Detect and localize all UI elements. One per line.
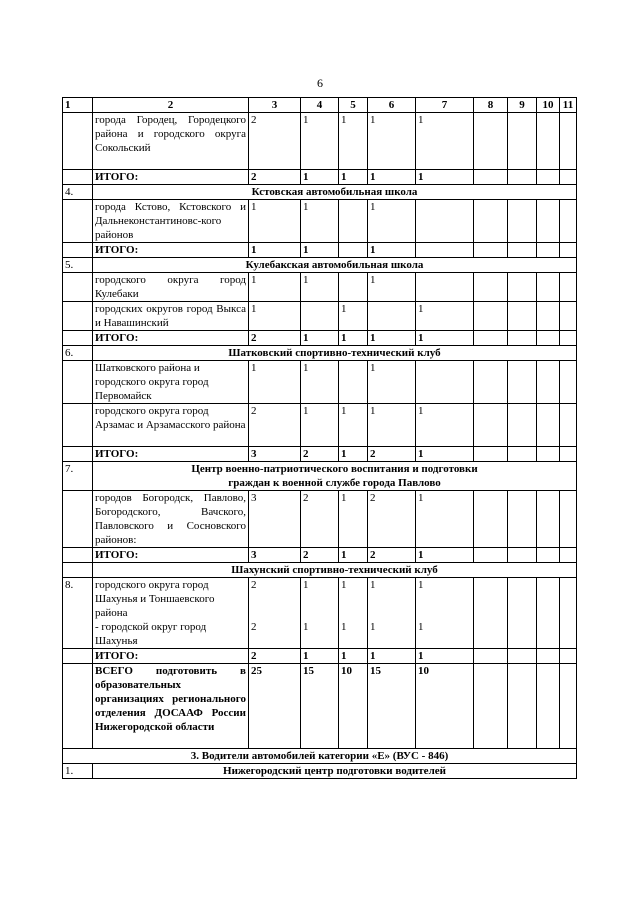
section-title: Шатковский спортивно-технический клуб	[93, 346, 577, 361]
col-header: 1	[63, 98, 93, 113]
cell-col6: 2	[368, 491, 416, 548]
total-col4: 1	[301, 649, 339, 664]
cell-col5: 1	[339, 491, 368, 548]
cell-col7: 1	[416, 113, 474, 170]
cell-col4: 2	[301, 491, 339, 548]
section-number: 1.	[63, 764, 93, 779]
table-row	[63, 404, 577, 447]
total-row	[63, 170, 577, 185]
org-name: города Городец, Городецкого района и городского округа Сокольский	[93, 113, 249, 170]
org-name-line: - городской округ город Шахунья	[95, 621, 207, 647]
cell-col4	[301, 578, 339, 649]
section-title: Нижегородский центр подготовки водителей	[93, 764, 577, 779]
total-col4: 1	[301, 170, 339, 185]
cell-col5: 1	[339, 302, 368, 331]
header-row	[63, 98, 577, 113]
training-plan-table	[62, 97, 577, 779]
section-row	[63, 185, 577, 200]
value-a: 2	[251, 579, 257, 591]
section-number: 8.	[63, 578, 93, 649]
total-col7: 1	[416, 548, 474, 563]
cell-col5: 1	[339, 113, 368, 170]
total-col3: 2	[249, 170, 301, 185]
value-b: 1	[418, 621, 424, 633]
total-col7: 1	[416, 331, 474, 346]
total-col4: 1	[301, 243, 339, 258]
value-b: 2	[251, 621, 257, 633]
value-a: 1	[341, 579, 347, 591]
org-name: городского округа город Кулебаки	[93, 273, 249, 302]
total-label: ИТОГО:	[93, 243, 249, 258]
cell-col6: 1	[368, 273, 416, 302]
section-number: 7.	[63, 462, 93, 491]
section-row	[63, 462, 577, 491]
total-col6: 1	[368, 331, 416, 346]
total-col6: 1	[368, 243, 416, 258]
total-row	[63, 447, 577, 462]
total-label: ИТОГО:	[93, 331, 249, 346]
total-col5: 1	[339, 649, 368, 664]
section-row	[63, 346, 577, 361]
org-name: городского округа город Арзамас и Арзамасского района	[93, 404, 249, 447]
cell-col5: 1	[339, 404, 368, 447]
total-label: ИТОГО:	[93, 170, 249, 185]
total-col4: 2	[301, 447, 339, 462]
total-col5: 1	[339, 447, 368, 462]
total-col7: 1	[416, 170, 474, 185]
section-title-line: Центр военно-патриотического воспитания и подготовки	[191, 463, 478, 475]
cell-col6	[368, 578, 416, 649]
cell-col7: 1	[416, 302, 474, 331]
col-header: 3	[249, 98, 301, 113]
total-col6: 1	[368, 649, 416, 664]
total-col4: 1	[301, 331, 339, 346]
total-col3: 2	[249, 331, 301, 346]
cell-col4: 1	[301, 361, 339, 404]
cell-col6: 1	[368, 361, 416, 404]
col-header: 4	[301, 98, 339, 113]
cell-col4: 1	[301, 200, 339, 243]
total-row	[63, 649, 577, 664]
cell-col7: 1	[416, 491, 474, 548]
col-header: 9	[508, 98, 537, 113]
grand-total-col7: 10	[416, 664, 474, 749]
category-heading: 3. Водители автомобилей категории «Е» (ВУС - 846)	[63, 749, 577, 764]
total-col7: 1	[416, 649, 474, 664]
table-row	[63, 273, 577, 302]
cell-col3: 1	[249, 302, 301, 331]
value-b: 1	[341, 621, 347, 633]
total-col6: 2	[368, 548, 416, 563]
col-header: 2	[93, 98, 249, 113]
grand-total-label: ВСЕГО подготовить в образовательных организациях регионального отделения ДОСААФ России Нижегородской области	[93, 664, 249, 749]
section-number: 5.	[63, 258, 93, 273]
cell-col6: 1	[368, 113, 416, 170]
org-name: города Кстово, Кстовского и Дальнеконстантиновс-кого районов	[93, 200, 249, 243]
page-number: 6	[317, 76, 323, 90]
total-col3: 3	[249, 548, 301, 563]
org-name	[93, 578, 249, 649]
grand-total-col3: 25	[249, 664, 301, 749]
table-row	[63, 113, 577, 170]
section-title: Кулебакская автомобильная школа	[93, 258, 577, 273]
total-label: ИТОГО:	[93, 447, 249, 462]
cell-col6: 1	[368, 200, 416, 243]
total-col3: 1	[249, 243, 301, 258]
table-row	[63, 200, 577, 243]
cell-col7: 1	[416, 404, 474, 447]
total-col6: 2	[368, 447, 416, 462]
value-a: 1	[370, 579, 376, 591]
grand-total-col4: 15	[301, 664, 339, 749]
total-row	[63, 548, 577, 563]
org-name: Шатковского района и городского округа город Первомайск	[93, 361, 249, 404]
total-row	[63, 331, 577, 346]
table-row	[63, 578, 577, 649]
cell-col3: 3	[249, 491, 301, 548]
section-title-line: граждан к военной службе города Павлово	[228, 477, 441, 489]
value-a: 1	[303, 579, 309, 591]
total-label: ИТОГО:	[93, 649, 249, 664]
table-row	[63, 302, 577, 331]
table-row	[63, 491, 577, 548]
col-header: 6	[368, 98, 416, 113]
cell-col3: 2	[249, 113, 301, 170]
grand-total-row	[63, 664, 577, 749]
col-header: 10	[537, 98, 560, 113]
org-name-line: городского округа город Шахунья и Тоншаевского района	[95, 579, 215, 619]
total-col6: 1	[368, 170, 416, 185]
section-title: Кстовская автомобильная школа	[93, 185, 577, 200]
col-header: 11	[560, 98, 577, 113]
cell-col3	[249, 578, 301, 649]
cell-col6: 1	[368, 404, 416, 447]
grand-total-col5: 10	[339, 664, 368, 749]
section-row	[63, 764, 577, 779]
category-heading-row	[63, 749, 577, 764]
org-name: городских округов город Выкса и Навашинский	[93, 302, 249, 331]
cell-col3: 2	[249, 404, 301, 447]
section-title	[93, 462, 577, 491]
total-col3: 2	[249, 649, 301, 664]
cell-col4: 1	[301, 113, 339, 170]
total-label: ИТОГО:	[93, 548, 249, 563]
cell-col3: 1	[249, 361, 301, 404]
section-number: 4.	[63, 185, 93, 200]
section-row	[63, 258, 577, 273]
value-b: 1	[303, 621, 309, 633]
total-col5: 1	[339, 331, 368, 346]
col-header: 5	[339, 98, 368, 113]
cell-col7	[416, 578, 474, 649]
cell-col4: 1	[301, 404, 339, 447]
total-col7: 1	[416, 447, 474, 462]
total-col5: 1	[339, 548, 368, 563]
org-name: городов Богородск, Павлово, Богородского, Вачского, Павловского и Сосновского районов:	[93, 491, 249, 548]
cell-col3: 1	[249, 273, 301, 302]
section-row	[63, 563, 577, 578]
total-col3: 3	[249, 447, 301, 462]
total-col4: 2	[301, 548, 339, 563]
cell-col4: 1	[301, 273, 339, 302]
value-b: 1	[370, 621, 376, 633]
col-header: 7	[416, 98, 474, 113]
cell-col5	[339, 578, 368, 649]
value-a: 1	[418, 579, 424, 591]
section-title: Шахунский спортивно-технический клуб	[93, 563, 577, 578]
total-col5: 1	[339, 170, 368, 185]
grand-total-col6: 15	[368, 664, 416, 749]
section-number: 6.	[63, 346, 93, 361]
cell-col3: 1	[249, 200, 301, 243]
table-row	[63, 361, 577, 404]
col-header: 8	[474, 98, 508, 113]
total-row	[63, 243, 577, 258]
